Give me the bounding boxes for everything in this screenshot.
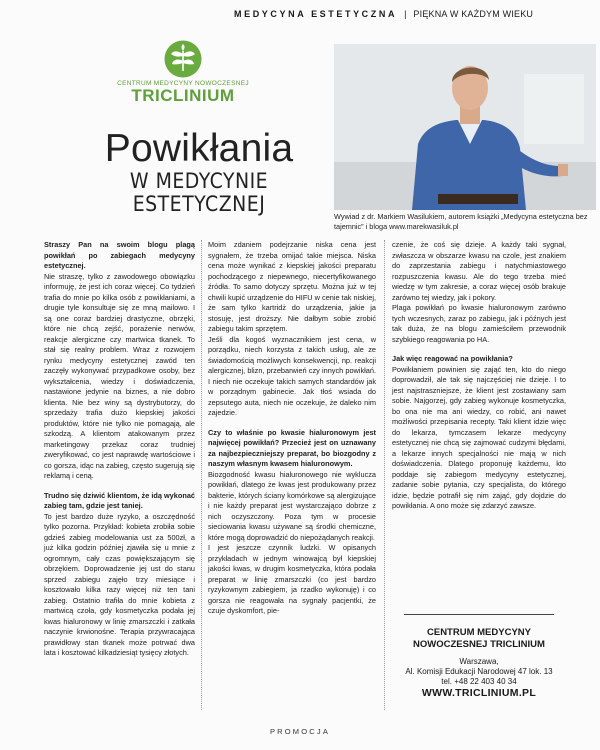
answer-4: Powikłaniem powinien się zająć ten, kto do niego doprowadził, ale tak się najczęściej nie dzieje. I to jest najstraszniejsze, że klient jest zostawiany sam sobie. Najgorzej, gdy zabieg wykonuje kosmetyczka, bo ona nie ma ani wiedzy, co robić, ani nawet możliwości przepisania recepty. Taki klient idzie więc do lekarza, tymczasem lekarze medycyny estetycznej nie chcą się zajmować cudzymi błędami, a lekarze innych specjalności nie mają w nich doświadczenia. Dlatego proponuję każdemu, kto poddaje się zabiegom medycyny estetycznej, zadanie sobie pytania, czy specjalista, do którego idzie, będzie potrafił się nim zająć, gdy dojdzie do powikłania. A ono może się zdarzyć zawsze. — [392, 364, 566, 510]
contact-divider — [404, 614, 554, 615]
article-title — [94, 128, 304, 216]
contact-name-line-1: CENTRUM MEDYCYNY — [427, 627, 531, 638]
portrait-photo — [334, 44, 596, 210]
section-separator: | — [404, 9, 407, 19]
question-2: Trudno się dziwić klientom, że idą wykonać zabieg tam, gdzie jest taniej. — [44, 490, 195, 510]
contact-address: Al. Komisji Edukacji Narodowej 47 lok. 13 — [405, 667, 553, 676]
answer-2-cont: Moim zdaniem podejrzanie niska cena jest sygnałem, że trzeba omijać takie miejsca. Niska cena może wynikać z kiepskiej jakości preparatu pochodzącego z niepewnego, niecertyfikowanego źródła. To samo dotyczy sprzętu. Można już w tej chwili kupić urządzenie do HIFU w cenie tak niskiej, że sam tylko kartridż do urządzenia, jakie ja stosuję, jest droższy. Nie dałbym sobie zrobić zabiegu takim sprzętem. — [208, 240, 376, 333]
answer-2: To jest bardzo duże ryzyko, a oszczędność tylko pozorna. Przykład: kobieta zrobiła sobie gdzieś zabieg modelowania ust za 500zł, a już kilka godzin później zjawiła się u mnie z ogromnym, cały czas powiększającym się obrzękiem. Doprowadzenie jej ust do stanu sprzed zabiegu zajęło trzy miesiące i kosztowało kilka razy więcej niż ten tani zabieg. Ostatnio trafiła do mnie kobieta z martwicą czoła, gdy kosmetyczka podała jej kwas hialuronowy w linię zmarszczki i zatkała naczynie krwionośne. Terapia przywracająca prawidłowy stan tkanek może potrwać dwa lata i kosztować kilkadziesiąt tysięcy złotych. — [44, 511, 195, 657]
question-3: Czy to właśnie po kwasie hialuronowym jest najwięcej powikłań? Przecież jest on uznawany za najbezpieczniejszy preparat, bo biozgodny z naszym własnym kwasem hialuronowym. — [208, 427, 376, 468]
answer-3-b: I jest jeszcze czynnik ludzki. W opisanych przykładach w jednym winowajcą był kiepskiej jakości kwas, w drugim kosmetyczka, która podała preparat w linię zmarszczki (co jest bardzo ryzykownym zabiegiem, ja rzadko wykonuję) i co gorsza nie reagowała na sygnały pacjentki, że czuje dyskomfort, pie- — [208, 543, 376, 615]
column-divider-2 — [384, 240, 385, 710]
section-title: MEDYCYNA ESTETYCZNA — [234, 9, 398, 19]
question-1: Straszy Pan na swoim blogu plagą powikłań po zabiegach medycyny estetycznej. — [44, 240, 195, 270]
portrait-illustration — [334, 44, 596, 210]
leaf-logo-icon — [163, 40, 203, 78]
answer-1: Nie straszę, tylko z zawodowego obowiązku informuję, że jest ich coraz więcej. Co tydzień trafia do mnie po kilka osób z powikłaniami, a drugie tyle konsultuje się ze mną mailowo. I są one coraz bardziej drastyczne, obrzęki, które nie chcą zejść, porażenie nerwów, reakcje alergiczne czy martwica tkanek. To stał się realny problem. Wraz z rozwojem rynku medycyny estetycznej zawód ten zaczęły wykonywać przypadkowe osoby, bez wykształcenia, wiedzy i doświadczenia, nastawione jedynie na biznes, a nie dobro klienta. Nie bez winy są dystrybutorzy, do sprzedaży trafia dużo kiepskiej jakości produktów, które nie tylko nie pomagają, ale szkodzą. A klientom atakowanym przez marketingowy przekaz coraz trudniej zweryfikować, co jest naprawdę wartościowe i co gorsza, idąc na zabieg, często sugerują się reklamą i ceną. — [44, 271, 195, 480]
title-line-3: ESTETYCZNEJ — [132, 192, 266, 216]
section-header — [234, 8, 594, 20]
question-4: Jak więc reagować na powikłania? — [392, 354, 513, 363]
contact-city: Warszawa, — [459, 657, 499, 666]
triclinium-logo — [98, 40, 268, 118]
answer-3: Biozgodność kwasu hialuronowego nie wyklucza powikłań, dlatego że kwas jest produkowany przez bakterie, których ściany komórkowe są alergizujące i nie każdy preparat jest wystarczająco dobrze z nich oczyszczony. Poza tym w procesie sieciowania kwasu używane są środki chemiczne, które mogą doprowadzić do niepożądanych reakcji. — [208, 469, 376, 542]
column-divider-1 — [201, 240, 202, 710]
contact-box — [392, 614, 566, 700]
logo-tagline: CENTRUM MEDYCYNY NOWOCZESNEJ — [117, 80, 249, 87]
contact-phone[interactable]: tel. +48 22 403 40 34 — [441, 677, 517, 686]
photo-caption: Wywiad z dr. Markiem Wasilukiem, autorem książki „Medycyna estetyczna bez tajemnic” i bloga www.marekwasiluk.pl — [334, 212, 588, 231]
answer-2-cont-b: Jeśli dla kogoś wyznacznikiem jest cena, w porządku, niech korzysta z takich usług, ale ze świadomością możliwych konsekwencji, np. reakcji alergicznej, blizn, przebarwień czy innych powikłań. I niech nie oczekuje takich samych standardów jak w porządnym gabinecie. Jak tłoś wsiada do zepsutego auta, niech nie oczekuje, że daleko nim zajedzie. — [208, 334, 376, 417]
footer-label: PROMOCJA — [269, 727, 331, 736]
answer-3-cont: czenie, że coś się dzieje. A każdy taki sygnał, zwłaszcza w obszarze kwasu na czole, jest znakiem do zaprzestania zabiegu i natychmiastowego rozpuszczenia kwasu. Ale do tego trzeba mieć wiedzę w tym zakresie, a coraz więcej osób brakuje zarówno tej wiedzy, jak i pokory. — [392, 240, 566, 302]
column-2 — [208, 240, 376, 617]
logo-name: TRICLINIUM — [131, 86, 235, 105]
column-3 — [392, 240, 566, 512]
contact-name-line-2: NOWOCZESNEJ TRICLINIUM — [413, 638, 545, 650]
column-1 — [44, 240, 195, 659]
title-line-2: W MEDYCYNIE — [129, 169, 269, 193]
section-subtitle: PIĘKNA W KAŻDYM WIEKU — [413, 9, 534, 19]
answer-3-cont-b: Plaga powikłań po kwasie hialuronowym zarówno tych wczesnych, zaraz po zabiegu, jak i późnych jest tak duża, że na blogu zamieściłem przewodnik szybkiego reagowania po HA. — [392, 303, 566, 344]
contact-website-link[interactable]: WWW.TRICLINIUM.PL — [421, 687, 537, 699]
title-main: Powikłania — [104, 127, 294, 170]
